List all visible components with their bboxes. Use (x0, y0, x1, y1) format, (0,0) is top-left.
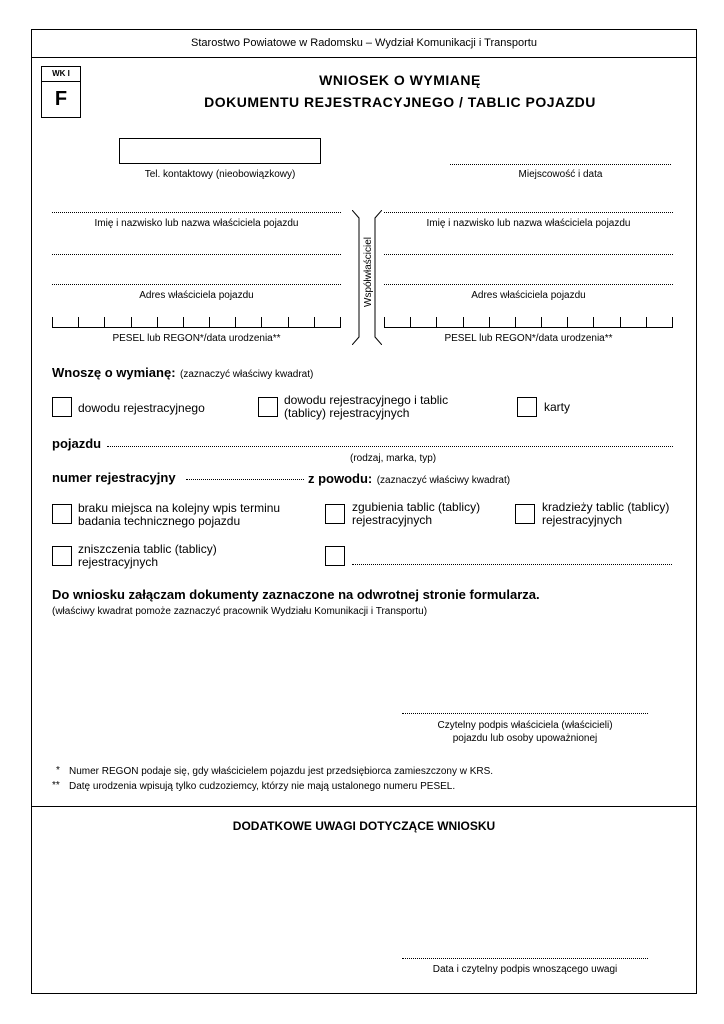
reason-no-space-line1: braku miejsca na kolejny wpis terminu (78, 501, 281, 515)
reason-damaged-plates (78, 543, 217, 569)
co-owner-label: Współwłaściciel (363, 236, 374, 307)
coowner-pesel-field[interactable] (384, 318, 673, 328)
reason-label: z powodu: (308, 471, 373, 486)
phone-label: Tel. kontaktowy (nieobowiązkowy) (144, 169, 296, 180)
option-document-and-plates (284, 394, 448, 420)
coowner-name-field[interactable] (384, 212, 673, 213)
footnote-birthdate: Datę urodzenia wpisują tylko cudzoziemcy, którzy nie mają ustalonego numeru PESEL. (69, 781, 456, 792)
reason-stolen-plates-line1: kradzieży tablic (tablicy) (542, 500, 670, 514)
reason-hint: (zaznaczyć właściwy kwadrat) (376, 475, 511, 486)
reason-lost-plates-line2: rejestracyjnych (352, 513, 433, 527)
owner-signature-line2: pojazdu lub osoby upoważnionej (452, 733, 598, 744)
checkbox-lost-plates[interactable] (325, 504, 345, 524)
reason-damaged-plates-line1: zniszczenia tablic (tablicy) (78, 542, 217, 556)
pesel-tick (288, 317, 289, 327)
pesel-tick (489, 317, 490, 327)
owner-address-label: Adres właściciela pojazdu (139, 290, 254, 301)
form-title-line2: DOKUMENTU REJESTRACYJNEGO / TABLIC POJAZDU (204, 94, 596, 110)
reason-stolen-plates (542, 501, 669, 527)
form-code-box (41, 66, 81, 118)
vehicle-hint: (rodzaj, marka, typ) (350, 453, 437, 464)
owner-signature-label (402, 719, 648, 745)
remarks-area[interactable] (45, 840, 685, 950)
reason-stolen-plates-line2: rejestracyjnych (542, 513, 623, 527)
checkbox-stolen-plates[interactable] (515, 504, 535, 524)
option-document-and-plates-line2: (tablicy) rejestracyjnych (284, 406, 410, 420)
owner-signature-field[interactable] (402, 713, 648, 714)
form-letter: F (54, 88, 68, 110)
reason-damaged-plates-line2: rejestracyjnych (78, 555, 159, 569)
owner-pesel-label: PESEL lub REGON*/data urodzenia** (112, 333, 281, 344)
footnote-regon: Numer REGON podaje się, gdy właścicielem pojazdu jest przedsiębiorca zamieszczony w KRS. (69, 766, 494, 777)
checkbox-damaged-plates[interactable] (52, 546, 72, 566)
pesel-tick (463, 317, 464, 327)
reason-lost-plates-line1: zgubienia tablic (tablicy) (352, 500, 481, 514)
pesel-tick (515, 317, 516, 327)
attachments-note: (właściwy kwadrat pomoże zaznaczyć pracownik Wydziału Komunikacji i Transportu) (52, 606, 428, 617)
pesel-tick (157, 317, 158, 327)
owner-name-label: Imię i nazwisko lub nazwa właściciela pojazdu (94, 218, 299, 229)
remarks-signature-field[interactable] (402, 958, 648, 959)
footnote-marker-2: ** (52, 780, 60, 791)
vehicle-field[interactable] (107, 446, 673, 447)
owner-address-field-1[interactable] (52, 254, 341, 255)
option-card: karty (544, 400, 571, 414)
checkbox-document-and-plates[interactable] (258, 397, 278, 417)
owner-address-field-2[interactable] (52, 284, 341, 285)
attachments-heading: Do wniosku załączam dokumenty zaznaczone na odwrotnej stronie formularza. (52, 587, 540, 602)
checkbox-registration-document[interactable] (52, 397, 72, 417)
checkbox-card[interactable] (517, 397, 537, 417)
vehicle-label: pojazdu (52, 436, 102, 451)
reason-no-space (78, 502, 280, 528)
pesel-tick (52, 317, 53, 327)
pesel-tick (384, 317, 385, 327)
pesel-tick (672, 317, 673, 327)
pesel-tick (410, 317, 411, 327)
checkbox-no-space[interactable] (52, 504, 72, 524)
coowner-pesel-label: PESEL lub REGON*/data urodzenia** (444, 333, 613, 344)
place-date-label: Miejscowość i data (518, 169, 603, 180)
reason-heading-row (308, 470, 510, 488)
owner-signature-line1: Czytelny podpis właściciela (właścicieli) (437, 720, 613, 731)
registration-field[interactable] (186, 479, 304, 480)
checkbox-other-reason[interactable] (325, 546, 345, 566)
option-document-and-plates-line1: dowodu rejestracyjnego i tablic (284, 393, 449, 407)
co-owner-bracket (352, 210, 382, 345)
exchange-heading-row (52, 364, 313, 382)
pesel-tick (314, 317, 315, 327)
form-title-line1: WNIOSEK O WYMIANĘ (319, 72, 481, 88)
pesel-tick (620, 317, 621, 327)
registration-label: numer rejestracyjny (52, 470, 176, 485)
exchange-heading: Wnoszę o wymianę: (52, 365, 176, 380)
coowner-name-label: Imię i nazwisko lub nazwa właściciela pojazdu (426, 218, 631, 229)
pesel-tick (131, 317, 132, 327)
remarks-signature-label: Data i czytelny podpis wnoszącego uwagi (432, 964, 618, 975)
pesel-tick (261, 317, 262, 327)
place-date-field[interactable] (450, 164, 671, 165)
section-divider (31, 806, 697, 807)
footnote-marker-1: * (56, 765, 60, 776)
pesel-tick (593, 317, 594, 327)
other-reason-field[interactable] (352, 564, 672, 565)
pesel-tick (541, 317, 542, 327)
pesel-tick (646, 317, 647, 327)
option-registration-document: dowodu rejestracyjnego (78, 401, 205, 415)
owner-name-field[interactable] (52, 212, 341, 213)
phone-input[interactable] (119, 138, 321, 164)
pesel-tick (436, 317, 437, 327)
coowner-address-label: Adres właściciela pojazdu (471, 290, 586, 301)
coowner-address-field-1[interactable] (384, 254, 673, 255)
exchange-hint: (zaznaczyć właściwy kwadrat) (179, 369, 314, 380)
pesel-tick (78, 317, 79, 327)
reason-lost-plates (352, 501, 480, 527)
pesel-tick (209, 317, 210, 327)
owner-pesel-field[interactable] (52, 318, 341, 328)
remarks-heading: DODATKOWE UWAGI DOTYCZĄCE WNIOSKU (232, 819, 496, 833)
office-header: Starostwo Powiatowe w Radomsku – Wydział Komunikacji i Transportu (31, 29, 697, 58)
reason-no-space-line2: badania technicznego pojazdu (78, 514, 241, 528)
pesel-tick (235, 317, 236, 327)
pesel-tick (183, 317, 184, 327)
coowner-address-field-2[interactable] (384, 284, 673, 285)
pesel-tick (340, 317, 341, 327)
pesel-tick (104, 317, 105, 327)
pesel-tick (567, 317, 568, 327)
form-code: WK I (42, 67, 80, 82)
